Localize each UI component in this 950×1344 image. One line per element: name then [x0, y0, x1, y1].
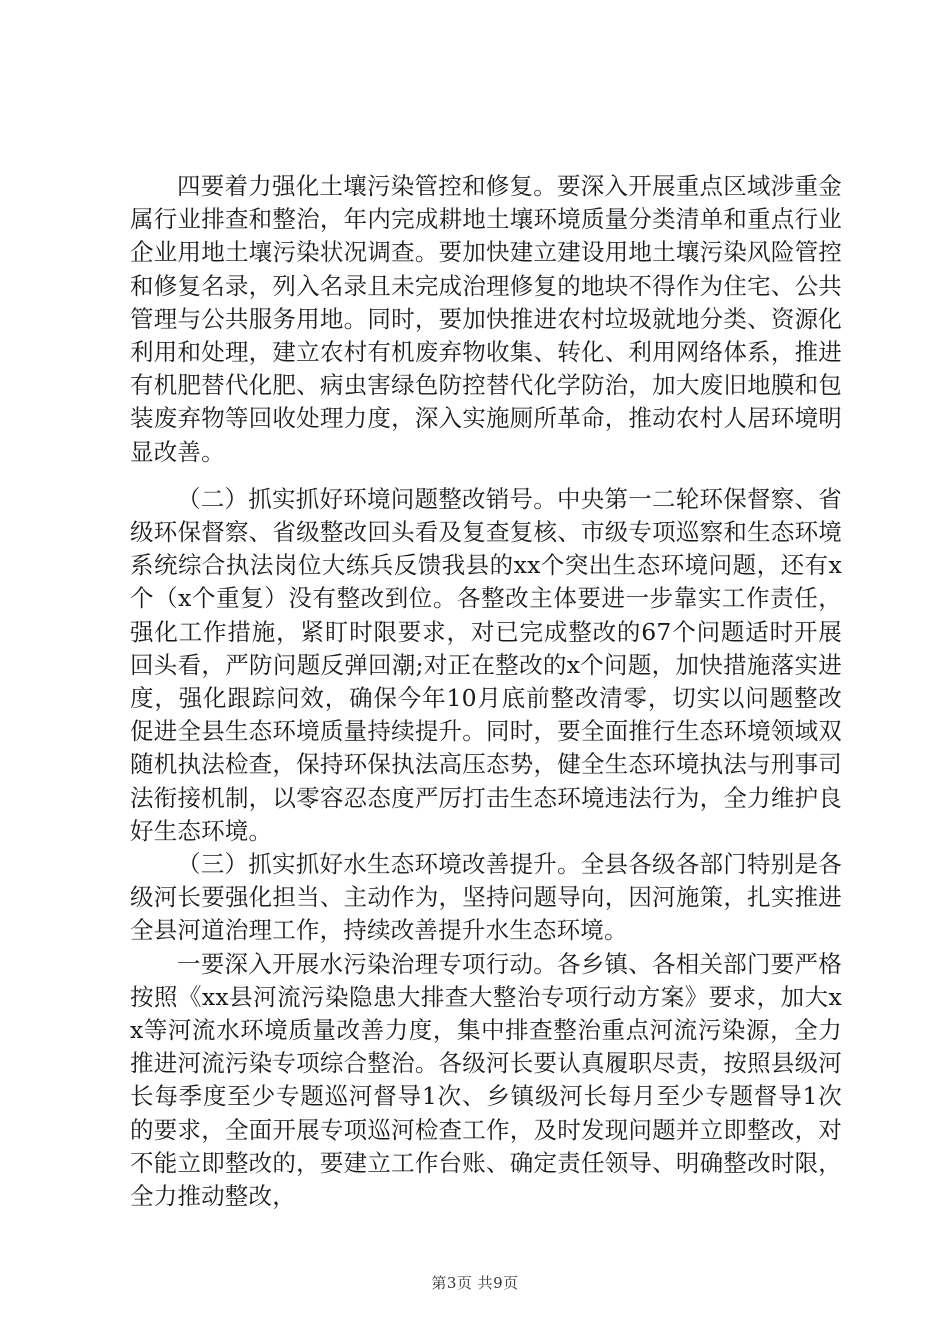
paragraph-issue-rectification: （二）抓实抓好环境问题整改销号。中央第一二轮环保督察、省级环保督察、省级整改回头看及复查复核、市级专项巡察和生态环境系统综合执法岗位大练兵反馈我县的xx个突出生态环境问题，还有x个（x个重复）没有整改到位。各整改主体要进一步靠实工作责任，强化工作措施，紧盯时限要求，对已完成整改的67个问题适时开展回头看，严防问题反弹回潮;对正在整改的x个问题，加快措施落实进度，强化跟踪问效，确保今年10月底前整改清零，切实以问题整改促进全县生态环境质量持续提升。同时，要全面推行生态环境领域双随机执法检查，保持环保执法高压态势，健全生态环境执法与刑事司法衔接机制，以零容忍态度严厉打击生态环境违法行为，全力维护良好生态环境。 — [130, 484, 842, 845]
page-number-footer: 第3页 共9页 — [431, 1274, 519, 1292]
document-body — [130, 170, 842, 1213]
paragraph-water-ecology: （三）抓实抓好水生态环境改善提升。全县各级各部门特别是各级河长要强化担当、主动作为，坚持问题导向，因河施策，扎实推进全县河道治理工作，持续改善提升水生态环境。 — [130, 850, 842, 945]
paragraph-soil-pollution: 四要着力强化土壤污染管控和修复。要深入开展重点区域涉重金属行业排查和整治，年内完成耕地土壤环境质量分类清单和重点行业企业用地土壤污染状况调查。要加快建立建设用地土壤污染风险管控和修复名录，列入名录且未完成治理修复的地块不得作为住宅、公共管理与公共服务用地。同时，要加快推进农村垃圾就地分类、资源化利用和处理，建立农村有机废弃物收集、转化、利用网络体系，推进有机肥替代化肥、病虫害绿色防控替代化学防治，加大废旧地膜和包装废弃物等回收处理力度，深入实施厕所革命，推动农村人居环境明显改善。 — [130, 172, 842, 466]
paragraph-water-pollution-action: 一要深入开展水污染治理专项行动。各乡镇、各相关部门要严格按照《xx县河流污染隐患大排查大整治专项行动方案》要求，加大xx等河流水环境质量改善力度，集中排查整治重点河流污染源，全力推进河流污染专项综合整治。各级河长要认真履职尽责，按照县级河长每季度至少专题巡河督导1次、乡镇级河长每月至少专题督导1次的要求，全面开展专项巡河检查工作，及时发现问题并立即整改，对不能立即整改的，要建立工作台账、确定责任领导、明确整改时限，全力推动整改， — [130, 949, 842, 1211]
paragraph-gap — [130, 469, 842, 483]
